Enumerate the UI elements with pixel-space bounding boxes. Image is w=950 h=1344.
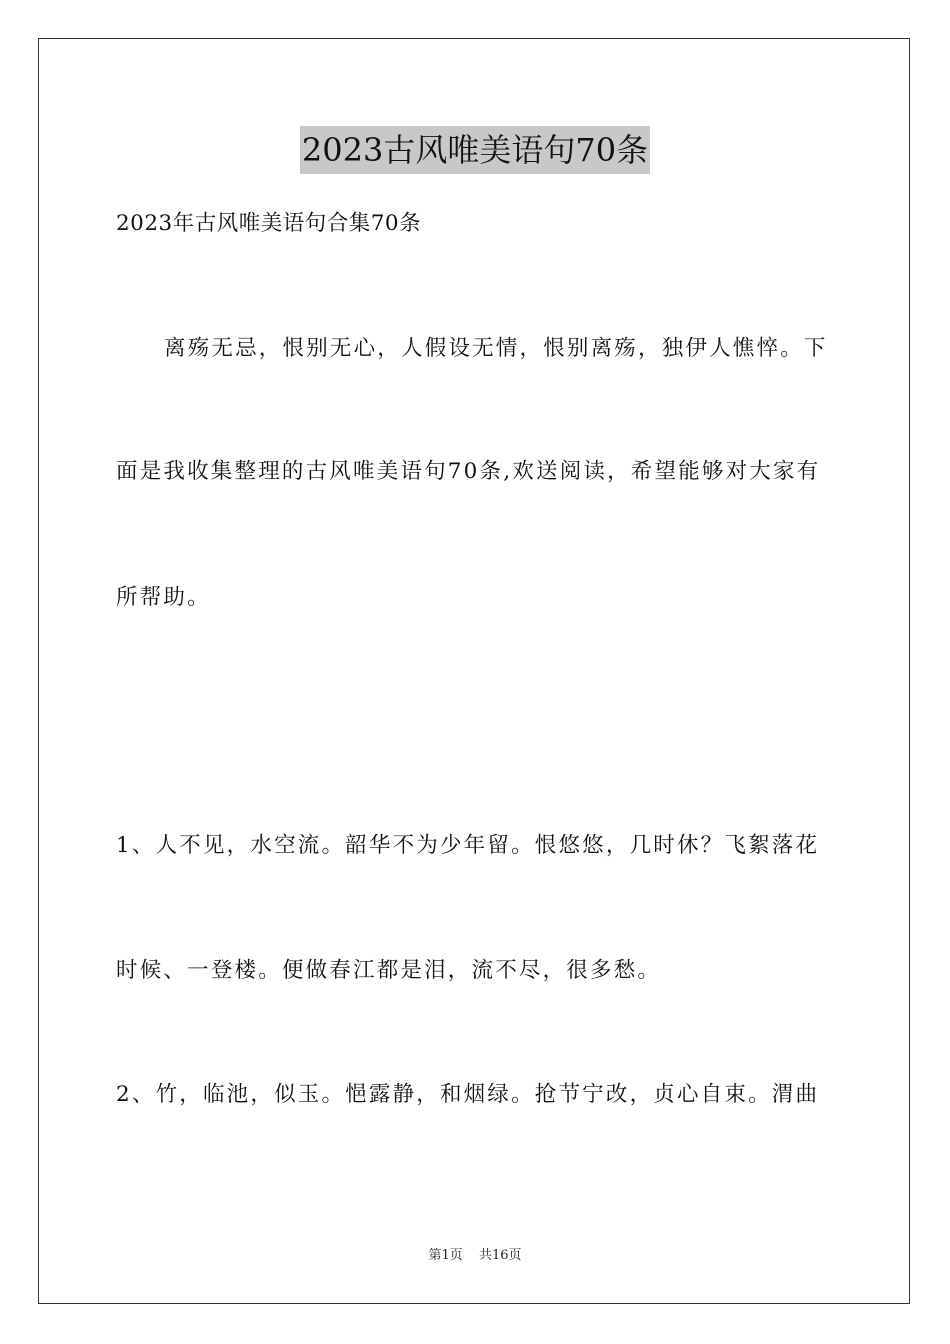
paragraph-line: 面是我收集整理的古风唯美语句70条,欢送阅读，希望能够对大家有 (116, 459, 821, 484)
document-title: 2023古风唯美语句70条 (300, 126, 650, 174)
page-total: 共16页 (478, 1248, 522, 1263)
title-container (0, 126, 950, 174)
paragraph-line: 所帮助。 (116, 585, 211, 610)
document-subtitle: 2023年古风唯美语句合集70条 (116, 211, 422, 236)
paragraph-line: 离殇无忌，恨别无心，人假设无情，恨别离殇，独伊人憔悴。下 (164, 336, 828, 361)
paragraph-line: 时候、一登楼。便做春江都是泪，流不尽，很多愁。 (116, 958, 662, 983)
page-footer (0, 1247, 950, 1265)
paragraph-line: 2、竹，临池，似玉。悒露静，和烟绿。抢节宁改，贞心自束。渭曲 (116, 1082, 820, 1107)
paragraph-line: 1、人不见，水空流。韶华不为少年留。恨悠悠，几时休？飞絮落花 (116, 833, 820, 858)
page-number: 第1页 (428, 1248, 463, 1263)
